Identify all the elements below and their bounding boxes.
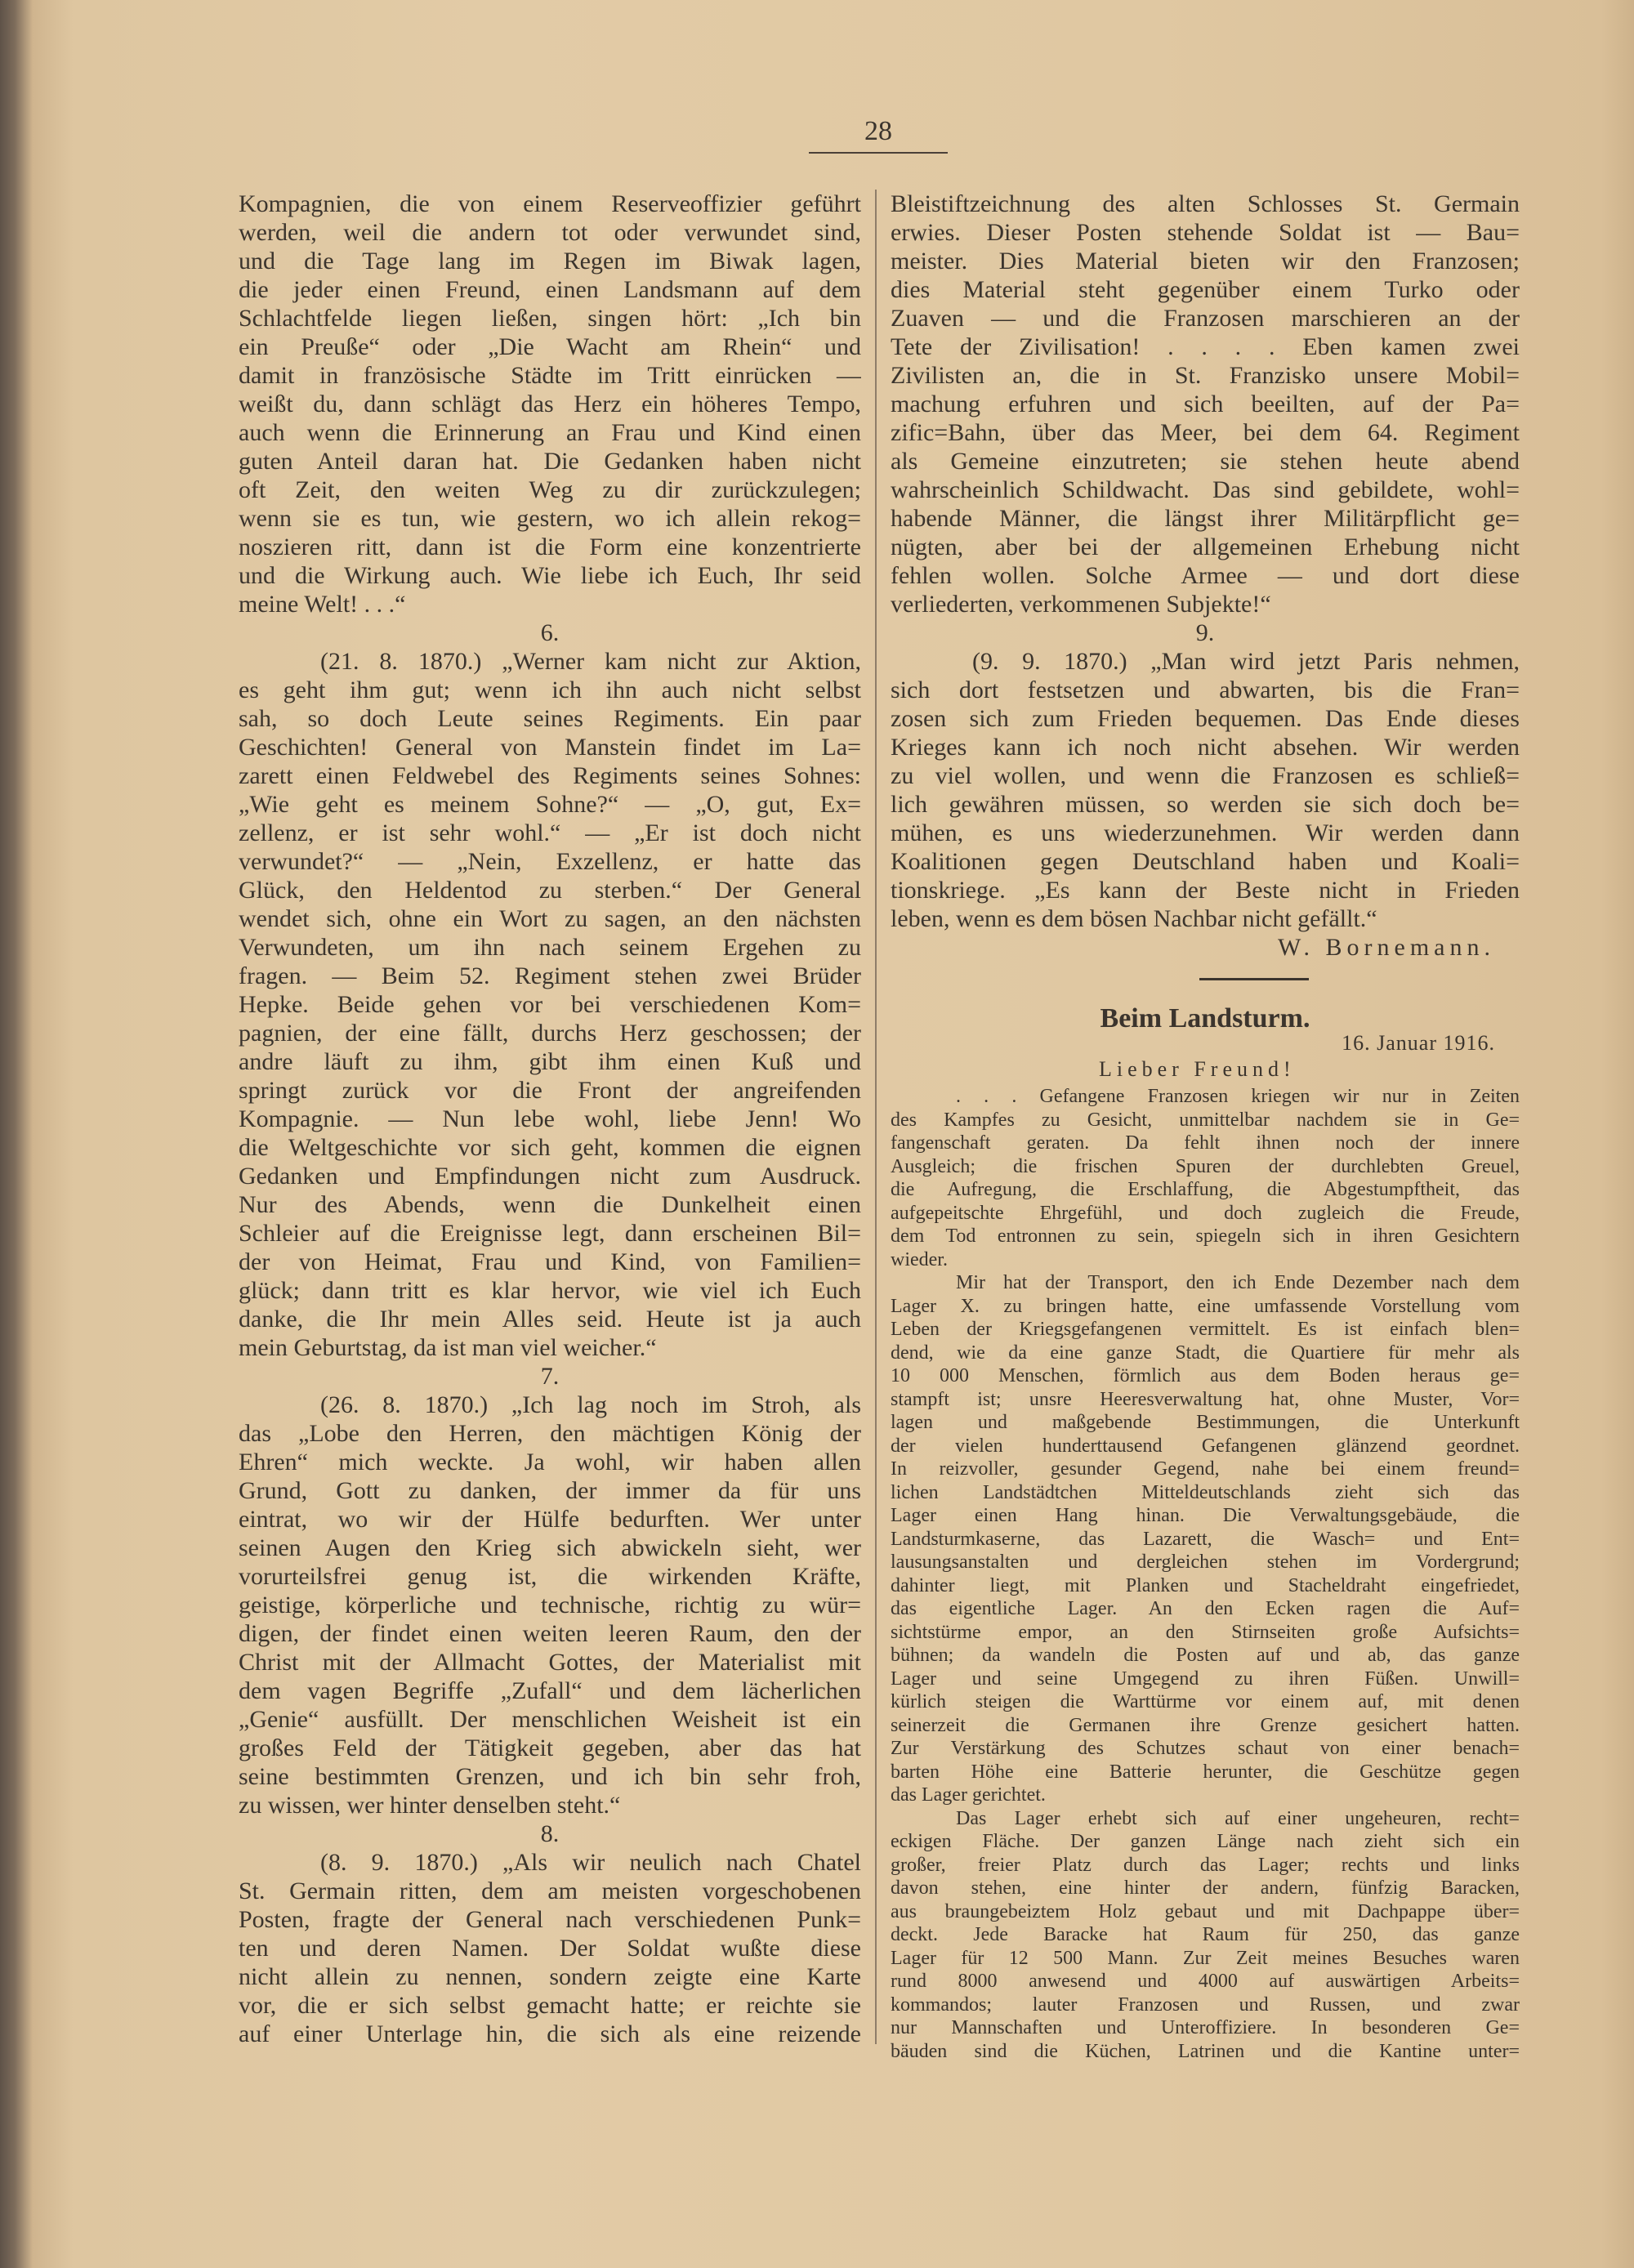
- text-line: Hepke. Beide gehen vor bei verschiedenen Kom=: [239, 991, 861, 1018]
- text-line: dahinter liegt, mit Planken und Stacheldraht eingefriedet,: [891, 1574, 1520, 1596]
- text-line: dem Tod entronnen zu sein, spiegeln sich in ihren Gesichtern: [891, 1226, 1520, 1247]
- text-line: Das Lager erhebt sich auf einer ungeheuren, recht=: [956, 1807, 1520, 1829]
- signature: W. Bornemann.: [1277, 934, 1495, 961]
- text-line: 10 000 Menschen, förmlich aus dem Boden heraus ge=: [891, 1365, 1520, 1386]
- text-line: wendet sich, ohne ein Wort zu sagen, an den nächsten: [239, 905, 861, 932]
- text-line: machung erfuhren und sich beeilten, auf der Pa=: [891, 391, 1520, 417]
- text-line: dend, wie da eine ganze Stadt, die Quartiere für mehr als: [891, 1342, 1520, 1364]
- text-line: verliederten, verkommenen Subjekte!“: [891, 591, 1271, 618]
- text-line: dies Material steht gegenüber einem Turko oder: [891, 276, 1520, 303]
- text-line: Glück, den Heldentod zu sterben.“ Der General: [239, 877, 861, 904]
- text-line: sah, so doch Leute seines Regiments. Ein paar: [239, 705, 861, 732]
- text-line: großes Feld der Tätigkeit gegeben, aber das hat: [239, 1734, 861, 1761]
- text-line: (8. 9. 1870.) „Als wir neulich nach Chatel: [320, 1849, 861, 1876]
- text-line: „Wie geht es meinem Sohne?“ — „O, gut, Ex=: [239, 791, 861, 818]
- section-number: 7.: [540, 1363, 560, 1390]
- text-line: wenn sie es tun, wie gestern, wo ich allein rekog=: [239, 505, 861, 532]
- text-line: auf einer Unterlage hin, die sich als eine reizende: [239, 2020, 861, 2047]
- text-line: Koalitionen gegen Deutschland haben und Koali=: [891, 848, 1520, 875]
- text-line: vor, die er sich selbst gemacht hatte; er reichte sie: [239, 1992, 861, 2019]
- text-line: es geht ihm gut; wenn ich ihn auch nicht selbst: [239, 676, 861, 703]
- text-line: Krieges kann ich noch nicht absehen. Wir werden: [891, 734, 1520, 761]
- paragraph: [891, 647, 1520, 933]
- text-line: auch wenn die Erinnerung an Frau und Kind einen: [239, 419, 861, 446]
- text-line: Geschichten! General von Manstein findet im La=: [239, 734, 861, 761]
- paragraph: [891, 1271, 1520, 1807]
- text-line: deckt. Jede Baracke hat Raum für 250, das ganze: [891, 1924, 1520, 1945]
- text-line: kommandos; lauter Franzosen und Russen, und zwar: [891, 1993, 1520, 2016]
- text-line: Christ mit der Allmacht Gottes, der Materialist mit: [239, 1649, 861, 1676]
- left-column: [239, 190, 861, 2048]
- text-line: Schlachtfelde liegen ließen, singen hört: „Ich bin: [239, 305, 861, 332]
- text-line: eintrat, wo wir der Hülfe bedurften. Wer unter: [239, 1506, 861, 1533]
- paragraph: [239, 190, 861, 618]
- text-line: Posten, fragte der General nach verschiedenen Punk=: [239, 1906, 861, 1933]
- text-line: die Aufregung, die Erschlaffung, die Abgestumpftheit, das: [891, 1179, 1520, 1200]
- text-line: und die Wirkung auch. Wie liebe ich Euch, Ihr seid: [239, 562, 861, 589]
- text-line: aus braungebeiztem Holz gebaut und mit Dachpappe über=: [891, 1900, 1520, 1922]
- text-line: zu viel wollen, und wenn die Franzosen es schließ=: [891, 762, 1520, 789]
- text-line: aufgepeitschte Ehrgefühl, und doch zugleich die Freude,: [891, 1202, 1520, 1224]
- text-line: meister. Dies Material bieten wir den Franzosen;: [891, 248, 1520, 275]
- text-line: als Gemeine einzutreten; sie stehen heute abend: [891, 448, 1520, 475]
- text-line: sich dort festsetzen und abwarten, bis die Fran=: [891, 676, 1520, 703]
- text-line: Mir hat der Transport, den ich Ende Dezember nach dem: [956, 1272, 1520, 1293]
- text-line: eckigen Fläche. Der ganzen Länge nach zieht sich ein: [891, 1831, 1520, 1852]
- text-line: Kompagnien, die von einem Reserveoffizier geführt: [239, 190, 861, 217]
- text-line: nur Mannschaften und Unteroffiziere. In besonderen Ge=: [891, 2017, 1520, 2038]
- text-line: das eigentliche Lager. An den Ecken ragen die Auf=: [891, 1598, 1520, 1619]
- text-line: digen, der findet einen weiten leeren Raum, den der: [239, 1620, 861, 1647]
- text-line: das Lager gerichtet.: [891, 1784, 1046, 1806]
- text-line: andre läuft zu ihm, gibt ihm einen Kuß und: [239, 1048, 861, 1075]
- text-line: Schleier auf die Ereignisse legt, dann erscheinen Bil=: [239, 1220, 861, 1247]
- text-line: rund 8000 anwesend und 4000 auf auswärtigen Arbeits=: [891, 1971, 1520, 1992]
- text-line: leben, wenn es dem bösen Nachbar nicht gefällt.“: [891, 905, 1377, 932]
- text-line: seinen Augen den Krieg sich abwickeln sieht, wer: [239, 1534, 861, 1561]
- text-line: lichen Landstädtchen Mitteldeutschlands zieht sich das: [891, 1481, 1520, 1503]
- text-line: (9. 9. 1870.) „Man wird jetzt Paris nehmen,: [972, 648, 1520, 675]
- text-line: Zuaven — und die Franzosen marschieren an der: [891, 305, 1520, 332]
- text-line: St. Germain ritten, dem am meisten vorgeschobenen: [239, 1877, 861, 1904]
- text-line: noszieren ritt, dann ist die Form eine konzentrierte: [239, 534, 861, 560]
- text-line: Leben der Kriegsgefangenen vermittelt. Es ist einfach blen=: [891, 1319, 1520, 1340]
- text-line: Verwundeten, um ihn nach seinem Ergehen zu: [239, 934, 861, 961]
- paragraph: [891, 1085, 1520, 1271]
- column-divider: [875, 190, 877, 2044]
- text-line: verwundet?“ — „Nein, Exzellenz, er hatte das: [239, 848, 861, 875]
- text-line: die Weltgeschichte vor sich geht, kommen die eignen: [239, 1134, 861, 1161]
- text-line: Lager X. zu bringen hatte, eine umfassende Vorstellung vom: [891, 1295, 1520, 1317]
- text-line: vorurteilsfrei genug ist, die wirkenden Kräfte,: [239, 1563, 861, 1590]
- text-line: glück; dann tritt es klar hervor, wie viel ich Euch: [239, 1277, 861, 1304]
- text-line: bühnen; da wandeln die Posten auf und ab, das ganze: [891, 1645, 1520, 1666]
- section-number: 9.: [1195, 619, 1215, 646]
- text-line: seinerzeit die Germanen ihre Grenze gesichert hatten.: [891, 1714, 1520, 1736]
- paragraph: [239, 647, 861, 1362]
- text-line: „Genie“ ausfüllt. Der menschlichen Weisheit ist ein: [239, 1706, 861, 1733]
- text-line: fragen. — Beim 52. Regiment stehen zwei Brüder: [239, 962, 861, 989]
- text-line: fangenschaft geraten. Da fehlt ihnen noch der innere: [891, 1132, 1520, 1154]
- text-line: der vielen hunderttausend Gefangenen glänzend geordnet.: [891, 1435, 1520, 1457]
- text-line: zu wissen, wer hinter denselben steht.“: [239, 1792, 621, 1819]
- text-line: damit in französische Städte im Tritt einrücken —: [239, 362, 861, 389]
- text-line: sichtstürme empor, an den Stirnseiten große Aufsichts=: [891, 1621, 1520, 1643]
- text-line: zellenz, er ist sehr wohl.“ — „Er ist doch nicht: [239, 819, 861, 846]
- article-heading: Beim Landsturm.: [1100, 1003, 1310, 1034]
- text-line: mein Geburtstag, da ist man viel weicher.“: [239, 1334, 657, 1361]
- text-line: wahrscheinlich Schildwacht. Das sind gebildete, wohl=: [891, 476, 1520, 503]
- text-line: Landsturmkaserne, das Lazarett, die Wasch= und Ent=: [891, 1528, 1520, 1550]
- text-line: Lager für 12 500 Mann. Zur Zeit meines Besuches waren: [891, 1947, 1520, 1969]
- text-line: mühen, es uns wiederzunehmen. Wir werden dann: [891, 819, 1520, 846]
- text-line: erwies. Dieser Posten stehende Soldat ist — Bau=: [891, 219, 1520, 246]
- text-line: tionskriege. „Es kann der Beste nicht in Frieden: [891, 877, 1520, 904]
- article-date: 16. Januar 1916.: [1342, 1031, 1495, 1055]
- text-line: guten Anteil daran hat. Die Gedanken haben nicht: [239, 448, 861, 475]
- text-line: ein Preuße“ oder „Die Wacht am Rhein“ und: [239, 333, 861, 360]
- text-line: und die Tage lang im Regen im Biwak lagen,: [239, 248, 861, 275]
- text-line: meine Welt! . . .“: [239, 591, 406, 618]
- page-number: 28: [864, 116, 892, 146]
- text-line: des Kampfes zu Gesicht, unmittelbar nachdem sie in Ge=: [891, 1109, 1520, 1131]
- section-number: 8.: [540, 1820, 560, 1847]
- text-line: davon stehen, eine hinter der andern, fünfzig Baracken,: [891, 1877, 1520, 1899]
- text-line: oft Zeit, den weiten Weg zu dir zurückzulegen;: [239, 476, 861, 503]
- text-line: stampft ist; unsre Heeresverwaltung hat, ohne Muster, Vor=: [891, 1388, 1520, 1410]
- text-line: pagnien, der eine fällt, durchs Herz geschossen; der: [239, 1020, 861, 1047]
- text-line: Zivilisten an, die in St. Franzisko unsere Mobil=: [891, 362, 1520, 389]
- text-line: zosen sich zum Frieden bequemen. Das Ende dieses: [891, 705, 1520, 732]
- article-salutation: Lieber Freund!: [1099, 1057, 1296, 1081]
- text-line: . . . Gefangene Franzosen kriegen wir nur in Zeiten: [956, 1086, 1520, 1107]
- text-line: werden, weil die andern tot oder verwundet sind,: [239, 219, 861, 246]
- page-number-rule: [809, 152, 948, 154]
- paragraph: [891, 190, 1520, 618]
- text-line: ten und deren Namen. Der Soldat wußte diese: [239, 1935, 861, 1962]
- text-line: nügten, aber bei der allgemeinen Erhebung nicht: [891, 534, 1520, 560]
- text-line: Ehren“ mich weckte. Ja wohl, wir haben allen: [239, 1449, 861, 1476]
- text-line: kürlich steigen die Warttürme vor einem auf, mit denen: [891, 1691, 1520, 1712]
- section-number: 6.: [540, 619, 560, 646]
- paragraph: [239, 1391, 861, 1819]
- text-line: In reizvoller, gesunder Gegend, nahe bei einem freund=: [891, 1458, 1520, 1480]
- text-line: Bleistiftzeichnung des alten Schlosses St. Germain: [891, 190, 1520, 217]
- text-line: der von Heimat, Frau und Kind, von Familien=: [239, 1248, 861, 1275]
- text-line: Tete der Zivilisation! . . . . Eben kamen zwei: [891, 333, 1520, 360]
- text-line: geistige, körperliche und technische, richtig zu wür=: [239, 1592, 861, 1618]
- article-body: [891, 1085, 1520, 2063]
- section-separator: [1199, 978, 1309, 980]
- text-line: das „Lobe den Herren, den mächtigen König der: [239, 1420, 861, 1447]
- text-line: habende Männer, die längst ihrer Militärpflicht ge=: [891, 505, 1520, 532]
- text-line: Lager einen Hang hinan. Die Verwaltungsgebäude, die: [891, 1505, 1520, 1526]
- text-line: (21. 8. 1870.) „Werner kam nicht zur Aktion,: [320, 648, 861, 675]
- text-line: Lager und seine Umgegend zu ihren Füßen. Unwill=: [891, 1668, 1520, 1690]
- text-line: (26. 8. 1870.) „Ich lag noch im Stroh, als: [320, 1391, 861, 1418]
- text-line: lagen und maßgebende Bestimmungen, die Unterkunft: [891, 1412, 1520, 1433]
- text-line: Ausgleich; die frischen Spuren der durchlebten Greuel,: [891, 1155, 1520, 1177]
- text-line: weißt du, dann schlägt das Herz ein höheres Tempo,: [239, 391, 861, 417]
- text-line: dem vagen Begriffe „Zufall“ und dem lächerlichen: [239, 1677, 861, 1704]
- text-line: lausungsanstalten und dergleichen stehen im Vordergrund;: [891, 1551, 1520, 1573]
- right-column-letters: [891, 190, 1520, 962]
- text-line: Gedanken und Empfindungen nicht zum Ausdruck.: [239, 1163, 861, 1190]
- text-line: die jeder einen Freund, einen Landsmann auf dem: [239, 276, 861, 303]
- paragraph: [239, 1848, 861, 2048]
- text-line: zific=Bahn, über das Meer, bei dem 64. Regiment: [891, 419, 1520, 446]
- text-line: zarett einen Feldwebel des Regiments seines Sohnes:: [239, 762, 861, 789]
- text-line: lich gewähren müssen, so werden sie sich doch be=: [891, 791, 1520, 818]
- text-line: danke, die Ihr mein Alles seid. Heute ist ja auch: [239, 1306, 861, 1333]
- text-line: bäuden sind die Küchen, Latrinen und die Kantine unter=: [891, 2040, 1520, 2062]
- text-line: Nur des Abends, wenn die Dunkelheit einen: [239, 1191, 861, 1218]
- text-line: springt zurück vor die Front der angreifenden: [239, 1077, 861, 1104]
- paragraph: [891, 1807, 1520, 2064]
- text-line: fehlen wollen. Solche Armee — und dort diese: [891, 562, 1520, 589]
- text-line: Kompagnie. — Nun lebe wohl, liebe Jenn! Wo: [239, 1105, 861, 1132]
- text-line: wieder.: [891, 1248, 948, 1270]
- text-line: nicht allein zu nennen, sondern zeigte eine Karte: [239, 1963, 861, 1990]
- text-line: seine bestimmten Grenzen, und ich bin sehr froh,: [239, 1763, 861, 1790]
- text-line: barten Höhe eine Batterie herunter, die Geschütze gegen: [891, 1761, 1520, 1783]
- text-line: Zur Verstärkung des Schutzes schaut von einer benach=: [891, 1738, 1520, 1759]
- text-line: großer, freier Platz durch das Lager; rechts und links: [891, 1854, 1520, 1876]
- text-line: Grund, Gott zu danken, der immer da für uns: [239, 1477, 861, 1504]
